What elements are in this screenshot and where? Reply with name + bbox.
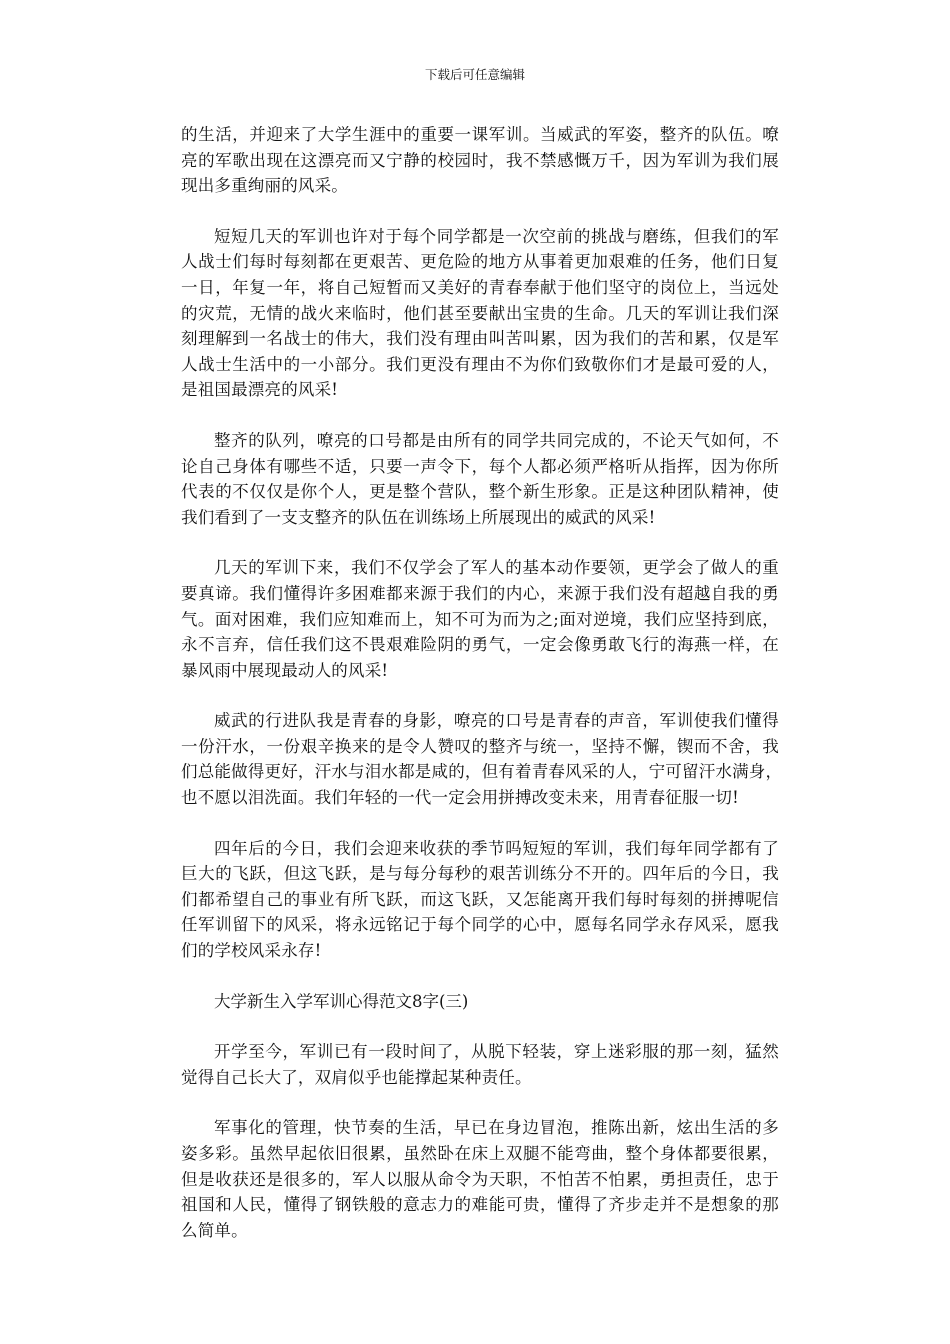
paragraph-line: 要真谛。我们懂得许多困难都来源于我们的内心，来源于我们没有超越自我的勇 bbox=[181, 583, 779, 603]
paragraph bbox=[181, 224, 779, 403]
paragraph-line: 暴风雨中展现最动人的风采! bbox=[181, 660, 389, 680]
document-body bbox=[181, 122, 783, 1268]
paragraph-line: 的生活，并迎来了大学生涯中的重要一课军训。当威武的军姿，整齐的队伍。嘹 bbox=[181, 125, 779, 144]
page-header: 下载后可任意编辑 bbox=[424, 67, 525, 82]
paragraph-line: 人战士们每时每刻都在更艰苦、更危险的地方从事着更加艰难的任务，他们日复 bbox=[181, 252, 779, 272]
paragraph-line: 人战士生活中的一小部分。我们更没有理由不为你们致敬你们才是最可爱的人， bbox=[181, 354, 779, 374]
section-heading: 大学新生入学军训心得范文8字(三) bbox=[214, 991, 469, 1011]
paragraph bbox=[181, 555, 779, 683]
paragraph-line: 四年后的今日，我们会迎来收获的季节吗短短的军训，我们每年同学都有了 bbox=[214, 838, 779, 858]
paragraph bbox=[181, 1115, 779, 1243]
paragraph bbox=[181, 836, 779, 964]
paragraph-line: 任军训留下的风采，将永远铭记于每个同学的心中，愿每名同学永存风采，愿我 bbox=[181, 915, 779, 935]
paragraph-line: 短短几天的军训也许对于每个同学都是一次空前的挑战与磨练，但我们的军 bbox=[214, 226, 779, 246]
paragraph-line: 开学至今，军训已有一段时间了，从脱下轻装，穿上迷彩服的那一刻，猛然 bbox=[214, 1042, 779, 1062]
paragraph-line: 我们看到了一支支整齐的队伍在训练场上所展现出的威武的风采! bbox=[181, 507, 656, 527]
paragraph-line: 现出多重绚丽的风采。 bbox=[181, 176, 348, 196]
paragraphs-before bbox=[181, 122, 783, 964]
paragraph-line: 姿多彩。虽然早起依旧很累，虽然卧在床上双腿不能弯曲，整个身体都要很累， bbox=[181, 1144, 779, 1163]
paragraph-line: 也不愿以泪洗面。我们年轻的一代一定会用拼搏改变未来，用青春征服一切! bbox=[181, 788, 739, 808]
paragraph bbox=[181, 428, 779, 530]
paragraph-line: 们的学校风采永存! bbox=[181, 941, 322, 961]
paragraph-line: 们都希望自己的事业有所飞跃，而这飞跃，又怎能离开我们每时每刻的拼搏呢信 bbox=[181, 889, 779, 909]
paragraph-line: 代表的不仅仅是你个人，更是整个营队，整个新生形象。正是这种团队精神，使 bbox=[181, 482, 779, 502]
paragraph bbox=[181, 1039, 779, 1090]
paragraph-line: 几天的军训下来，我们不仅学会了军人的基本动作要领，更学会了做人的重 bbox=[214, 558, 779, 578]
paragraph-line: 是祖国最漂亮的风采! bbox=[181, 380, 339, 400]
paragraph-line: 巨大的飞跃，但这飞跃，是与每分每秒的艰苦训练分不开的。四年后的今日，我 bbox=[181, 864, 779, 884]
paragraph-line: 一份汗水，一份艰辛换来的是令人赞叹的整齐与统一，坚持不懈，锲而不舍，我 bbox=[181, 736, 779, 756]
paragraph-line: 论自己身体有哪些不适，只要一声令下，每个人都必须严格听从指挥，因为你所 bbox=[181, 456, 779, 476]
paragraph bbox=[181, 708, 783, 810]
paragraphs-after bbox=[181, 1039, 779, 1243]
paragraph-line: 军事化的管理，快节奏的生活，早已在身边冒泡，推陈出新，炫出生活的多 bbox=[214, 1118, 779, 1138]
paragraph-line: 祖国和人民，懂得了钢铁般的意志力的难能可贵，懂得了齐步走并不是想象的那 bbox=[181, 1195, 779, 1215]
paragraph-line: 气。面对困难，我们应知难而上，知不可为而为之;面对逆境，我们应坚持到底， bbox=[181, 609, 779, 629]
paragraph-line: 亮的军歌出现在这漂亮而又宁静的校园时，我不禁感慨万千，因为军训为我们展 bbox=[181, 150, 779, 170]
paragraph-line: 永不言弃，信任我们这不畏艰难险阴的勇气，一定会像勇敢飞行的海燕一样，在 bbox=[181, 635, 779, 655]
paragraph-line: 但是收获还是很多的，军人以服从命令为天职，不怕苦不怕累，勇担责任，忠于 bbox=[181, 1169, 779, 1189]
paragraph-line: 一日，年复一年，将自己短暂而又美好的青春奉献于他们坚守的岗位上，当远处 bbox=[181, 277, 779, 297]
paragraph-line: 的灾荒，无情的战火来临时，他们甚至要献出宝贵的生命。几天的军训让我们深 bbox=[181, 303, 779, 323]
paragraph bbox=[181, 122, 779, 199]
paragraph-line: 刻理解到一名战士的伟大，我们没有理由叫苦叫累，因为我们的苦和累，仅是军 bbox=[181, 329, 779, 349]
paragraph-line: 觉得自己长大了，双肩似乎也能撑起某种责任。 bbox=[181, 1067, 532, 1087]
paragraph-line: 威武的行进队我是青春的身影，嘹亮的口号是青春的声音，军训使我们懂得 bbox=[214, 711, 779, 731]
paragraph-line: 么简单。 bbox=[181, 1220, 248, 1240]
paragraph-line: 们总能做得更好，汗水与泪水都是咸的，但有着青春风采的人，宁可留汗水满身， bbox=[181, 762, 783, 782]
paragraph-line: 整齐的队列，嘹亮的口号都是由所有的同学共同完成的，不论天气如何，不 bbox=[214, 430, 779, 450]
